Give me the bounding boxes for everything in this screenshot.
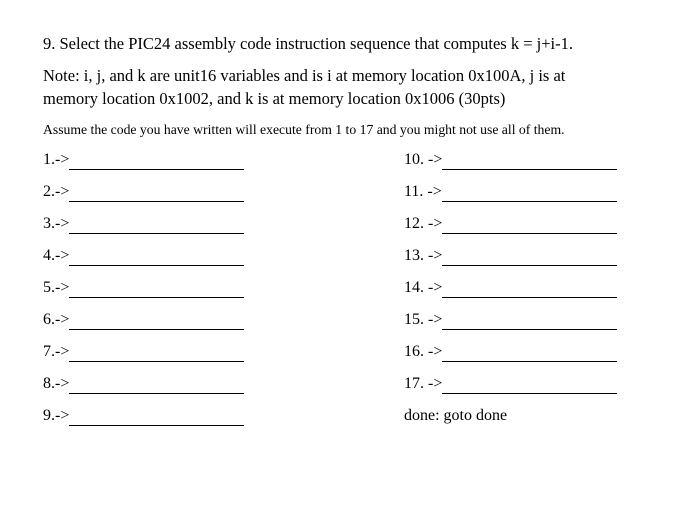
answer-label: 11. -> <box>404 183 442 200</box>
answer-label: 6.-> <box>43 311 70 328</box>
done-line: done: goto done <box>404 407 508 424</box>
answer-row-5 <box>43 278 244 300</box>
answer-row-15 <box>404 310 617 332</box>
answer-blank-line[interactable] <box>442 182 617 202</box>
answer-blank-line[interactable] <box>442 150 617 170</box>
answer-label: 15. -> <box>404 311 443 328</box>
answer-label: 16. -> <box>404 343 443 360</box>
answer-blank-line[interactable] <box>69 310 244 330</box>
note-text <box>43 64 643 110</box>
question-text: 9. Select the PIC24 assembly code instruction sequence that computes k = j+i-1. <box>43 34 573 53</box>
answer-row-17 <box>404 374 617 396</box>
answer-blank-line[interactable] <box>442 214 617 234</box>
answer-blank-line[interactable] <box>69 406 244 426</box>
answer-row-9 <box>43 406 244 428</box>
answer-label: 3.-> <box>43 215 70 232</box>
answer-row-8 <box>43 374 244 396</box>
answer-row-6 <box>43 310 244 332</box>
answer-blank-line[interactable] <box>69 150 244 170</box>
answer-row-14 <box>404 278 617 300</box>
answer-label: 8.-> <box>43 375 70 392</box>
answer-blank-line[interactable] <box>69 342 244 362</box>
answer-blank-line[interactable] <box>442 342 617 362</box>
answer-blank-line[interactable] <box>442 278 617 298</box>
answer-label: 12. -> <box>404 215 443 232</box>
answer-row-3 <box>43 214 244 236</box>
answer-blank-line[interactable] <box>69 246 244 266</box>
assume-instruction: Assume the code you have written will execute from 1 to 17 and you might not use all of them. <box>43 122 565 137</box>
answer-row-10 <box>404 150 617 172</box>
answer-label: 9.-> <box>43 407 70 424</box>
answer-label: 10. -> <box>404 151 443 168</box>
note-line-1: Note: i, j, and k are unit16 variables and is i at memory location 0x100A, j is at <box>43 66 566 85</box>
answer-blank-line[interactable] <box>69 214 244 234</box>
answer-row-4 <box>43 246 244 268</box>
answer-blank-line[interactable] <box>442 374 617 394</box>
note-line-2: memory location 0x1002, and k is at memory location 0x1006 (30pts) <box>43 89 506 108</box>
answer-row-13 <box>404 246 617 268</box>
answer-blank-line[interactable] <box>69 182 244 202</box>
answer-label: 17. -> <box>404 375 443 392</box>
answer-label: 4.-> <box>43 247 70 264</box>
answer-blank-line[interactable] <box>442 246 617 266</box>
answer-label: 2.-> <box>43 183 70 200</box>
answer-row-2 <box>43 182 244 204</box>
answer-label: 7.-> <box>43 343 70 360</box>
answer-blank-line[interactable] <box>442 310 617 330</box>
answer-row-7 <box>43 342 244 364</box>
answer-row-16 <box>404 342 617 364</box>
answer-blank-line[interactable] <box>69 278 244 298</box>
answer-label: 13. -> <box>404 247 443 264</box>
answer-row-12 <box>404 214 617 236</box>
answer-label: 14. -> <box>404 279 443 296</box>
answer-blank-line[interactable] <box>69 374 244 394</box>
answer-row-1 <box>43 150 244 172</box>
answer-label: 1.-> <box>43 151 70 168</box>
answer-row-11 <box>404 182 617 204</box>
answer-label: 5.-> <box>43 279 70 296</box>
